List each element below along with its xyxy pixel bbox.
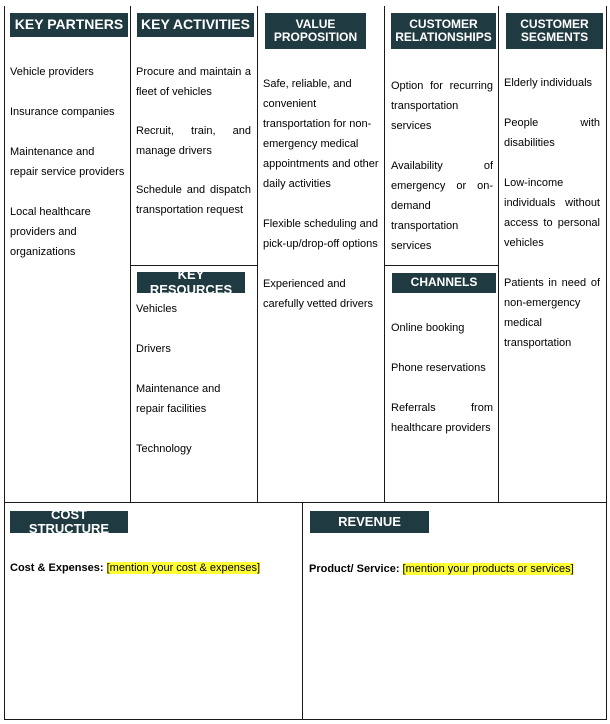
list-item: Patients in need of non-emergency medical transportation xyxy=(504,277,600,349)
divider xyxy=(4,502,607,503)
key-activities-header xyxy=(137,13,254,37)
divider xyxy=(384,6,385,503)
cost-structure-title: COST STRUCTURE xyxy=(28,506,110,536)
channels-title: CHANNELS xyxy=(410,275,478,290)
list-item: Elderly individuals xyxy=(504,77,593,89)
customer-relationships-title-line2: RELATIONSHIPS xyxy=(395,30,492,44)
list-item: Experienced and carefully vetted drivers xyxy=(263,278,374,310)
list-item: Technology xyxy=(136,443,192,455)
value-proposition-list xyxy=(263,74,381,314)
list-item: Vehicles xyxy=(136,303,177,315)
channels-list xyxy=(391,318,493,438)
revenue-label: Product/ Service: xyxy=(309,563,400,575)
cost-structure-label: Cost & Expenses: xyxy=(10,562,104,574)
divider xyxy=(302,502,303,720)
revenue-title: REVENUE xyxy=(338,513,401,529)
list-item: Availability of emergency or on-demand transportation services xyxy=(391,160,493,252)
cost-structure-header xyxy=(10,506,128,536)
list-item: Maintenance and repair service providers xyxy=(10,146,125,178)
list-item: Procure and maintain a fleet of vehicles xyxy=(136,66,251,98)
list-item: Drivers xyxy=(136,343,171,355)
divider xyxy=(498,6,499,503)
divider xyxy=(257,6,258,503)
list-item: Safe, reliable, and convenient transportation for non-emergency medical appointments and other daily activities xyxy=(263,78,379,190)
key-activities-list xyxy=(136,62,251,220)
value-proposition-header xyxy=(265,13,366,49)
key-resources-title: KEY RESOURCES xyxy=(149,267,233,297)
value-proposition-title-line2: PROPOSITION xyxy=(273,30,358,44)
key-partners-header xyxy=(10,13,128,37)
value-proposition-title-line1: VALUE xyxy=(295,16,336,31)
list-item: Referrals from healthcare providers xyxy=(391,402,493,434)
cost-structure-line xyxy=(10,561,300,575)
list-item: Schedule and dispatch transportation request xyxy=(136,184,251,216)
list-item: Maintenance and repair facilities xyxy=(136,383,221,415)
list-item: People with disabilities xyxy=(504,117,600,149)
divider xyxy=(130,6,131,503)
list-item: Insurance companies xyxy=(10,106,115,118)
list-item: Option for recurring transportation services xyxy=(391,80,493,132)
key-partners-title: KEY PARTNERS xyxy=(14,16,124,33)
divider xyxy=(384,265,499,266)
list-item: Vehicle providers xyxy=(10,66,94,78)
divider xyxy=(130,265,258,266)
divider xyxy=(4,6,5,720)
customer-segments-title-line2: SEGMENTS xyxy=(520,30,589,44)
list-item: Low-income individuals without access to personal vehicles xyxy=(504,177,600,249)
list-item: Online booking xyxy=(391,322,465,334)
key-activities-title: KEY ACTIVITIES xyxy=(141,16,250,33)
key-resources-header xyxy=(137,267,245,297)
customer-relationships-title-line1: CUSTOMER xyxy=(409,16,478,31)
key-resources-list xyxy=(136,299,251,459)
customer-segments-list xyxy=(504,73,600,353)
customer-segments-title-line1: CUSTOMER xyxy=(520,16,589,31)
revenue-header xyxy=(310,511,429,533)
divider xyxy=(606,6,607,720)
list-item: Flexible scheduling and pick-up/drop-off options xyxy=(263,218,378,250)
divider xyxy=(4,719,607,720)
customer-relationships-header xyxy=(391,13,496,49)
cost-structure-placeholder: [mention your cost & expenses] xyxy=(106,562,261,574)
customer-relationships-list xyxy=(391,76,493,256)
channels-header xyxy=(392,273,496,293)
revenue-line xyxy=(309,562,604,576)
key-partners-list xyxy=(10,62,125,262)
list-item: Phone reservations xyxy=(391,362,486,374)
revenue-placeholder: [mention your products or services] xyxy=(402,563,574,575)
customer-segments-header xyxy=(506,13,603,49)
list-item: Local healthcare providers and organizations xyxy=(10,206,91,258)
list-item: Recruit, train, and manage drivers xyxy=(136,125,251,157)
